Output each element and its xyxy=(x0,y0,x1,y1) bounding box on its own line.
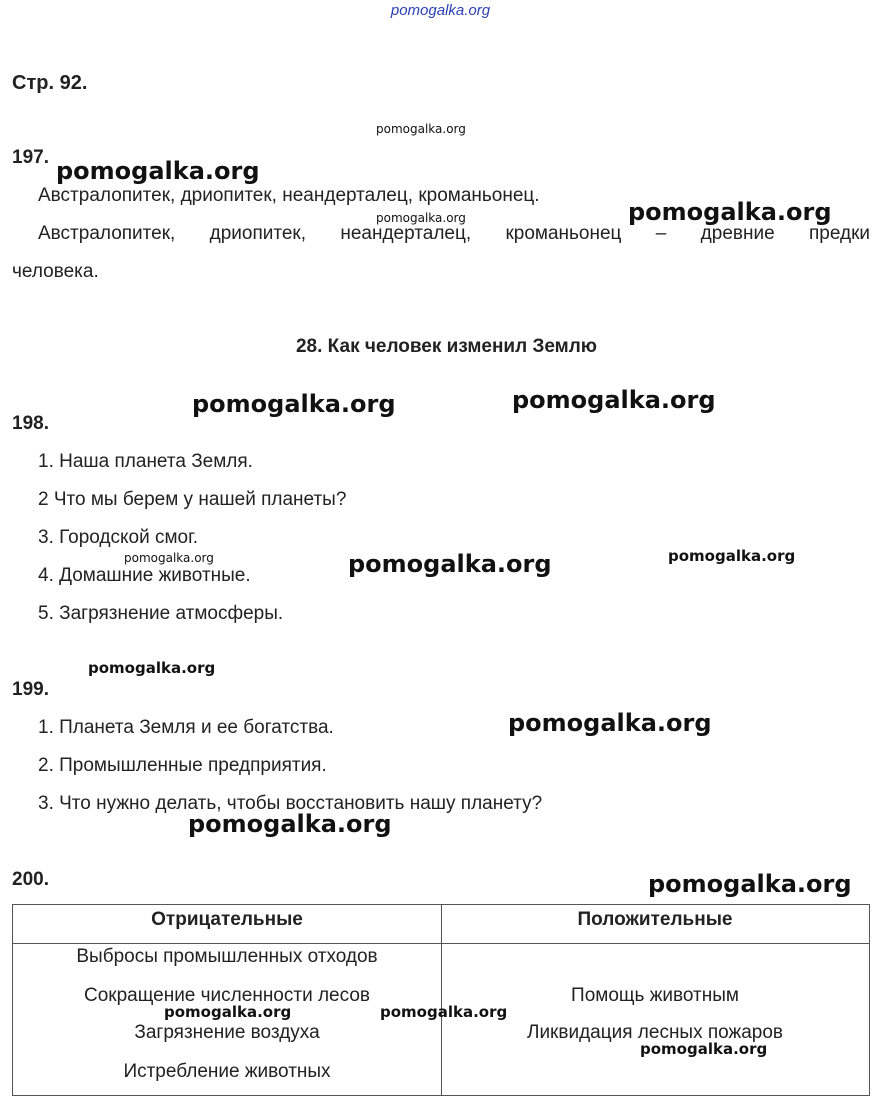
task-200-number: 200. xyxy=(12,869,49,890)
watermark: pomogalka.org xyxy=(88,659,216,677)
watermark: pomogalka.org xyxy=(164,1003,292,1021)
table-cell-negative: Истребление животных xyxy=(123,1061,331,1082)
section-title: 28. Как человек изменил Землю xyxy=(295,336,598,357)
watermark: pomogalka.org xyxy=(56,157,260,185)
table-header-negative: Отрицательные xyxy=(151,909,303,930)
comparison-table xyxy=(12,904,870,1096)
watermark: pomogalka.org xyxy=(668,547,796,565)
task-198-number: 198. xyxy=(12,413,49,434)
task-199-item: 2. Промышленные предприятия. xyxy=(38,755,327,776)
watermark: pomogalka.org xyxy=(512,386,716,414)
task-198-item: 3. Городской смог. xyxy=(38,527,199,548)
watermark-header: pomogalka.org xyxy=(390,2,491,19)
task-197-line3: человека. xyxy=(12,261,99,282)
watermark: pomogalka.org xyxy=(188,810,392,838)
task-199-item: 3. Что нужно делать, чтобы восстановить нашу планету? xyxy=(38,793,543,814)
table-cell-negative: Загрязнение воздуха xyxy=(134,1022,320,1043)
task-198-item: 2 Что мы берем у нашей планеты? xyxy=(38,489,347,510)
page-label: Стр. 92. xyxy=(12,72,88,94)
watermark: pomogalka.org xyxy=(508,709,712,737)
table-header-positive: Положительные xyxy=(577,909,733,930)
watermark: pomogalka.org xyxy=(376,211,466,225)
watermark: pomogalka.org xyxy=(648,870,852,898)
watermark: pomogalka.org xyxy=(380,1003,508,1021)
task-198-item: 4. Домашние животные. xyxy=(38,565,251,586)
task-199-number: 199. xyxy=(12,679,49,700)
table-cell-positive: Помощь животным xyxy=(571,985,739,1006)
watermark: pomogalka.org xyxy=(192,390,396,418)
task-198-item: 1. Наша планета Земля. xyxy=(38,451,253,472)
task-197-line2: Австралопитек, дриопитек, неандерталец, кроманьонец – древние предки xyxy=(38,223,870,244)
task-197-line1: Австралопитек, дриопитек, неандерталец, кроманьонец. xyxy=(38,185,540,206)
task-197-number: 197. xyxy=(12,147,49,168)
task-199-item: 1. Планета Земля и ее богатства. xyxy=(38,717,334,738)
table-cell-positive: Ликвидация лесных пожаров xyxy=(526,1022,784,1043)
watermark: pomogalka.org xyxy=(348,550,552,578)
watermark: pomogalka.org xyxy=(640,1040,768,1058)
watermark: pomogalka.org xyxy=(628,198,832,226)
task-198-item: 5. Загрязнение атмосферы. xyxy=(38,603,284,624)
watermark: pomogalka.org xyxy=(376,122,466,136)
table-cell-negative: Сокращение численности лесов xyxy=(83,985,370,1006)
watermark: pomogalka.org xyxy=(124,551,214,565)
table-cell-negative: Выбросы промышленных отходов xyxy=(76,946,378,967)
